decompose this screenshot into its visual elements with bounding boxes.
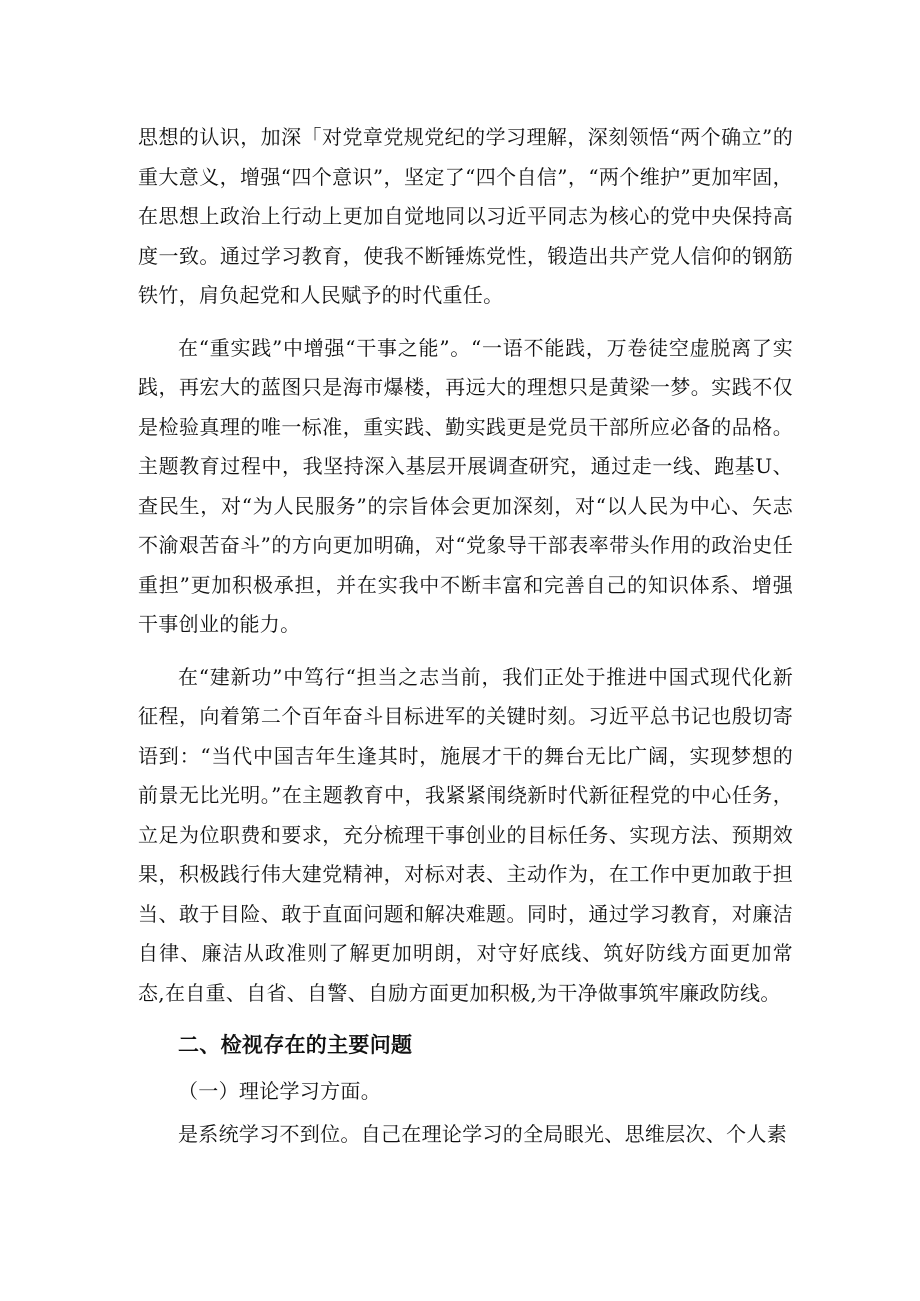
sub-heading: （一）理论学习方面。: [178, 1079, 381, 1103]
paragraph-new-achievements: 在“建新功”中笃行“担当之志当前，我们正处于推进中国式现代化新征程，向着第二个百年奋斗目标进军的关键时刻。习近平总书记也殷切寄语到：“当代中国吉年生逢其时，施展才干的舞台无比广阔，实现梦想的前景无比光明。”在主题教育中，我紧紧闱绕新时代新征程党的中心任务，立足为位职费和要求，充分梳理干事创业的目标任务、实现方法、预期效果，积极践行伟大建党精神，对标对表、主动作为，在工作中更加敢于担当、敢于目险、敢于直面问题和解决难题。同时，通过学习教育，对廉洁自律、廉洁从政准则了解更加明朗，对守好底线、筑好防线方面更加常态,在自重、自省、自警、自励方面更加积极,为干净做事筑牢廉政防线。: [138, 664, 793, 1005]
section-heading: 二、检视存在的主要问题: [178, 1033, 413, 1057]
document-body: [138, 118, 793, 1155]
paragraph-continuation: 思想的认识，加深「对党章党规党纪的学习理解，深刻领悟“两个确立”的重大意义，增强“四个意识”，坚定了“四个自信”，“两个维护”更加牢固，在思想上政治上行动上更加自觉地同以习近平同志为核心的党中央保持高度一致。通过学习教育，使我不断锤炼党性，锻造出共产党人信仰的钢筋铁竹，肩负起党和人民赋予的时代重任。: [138, 125, 793, 307]
paragraph-practice: 在“重实践”中增强“干事之能”。“一语不能践，万卷徒空虚脱离了实践，再宏大的蓝图只是海市爆楼，再远大的理想只是黄梁一梦。实践不仅是检验真理的唯一标准，重实践、勤实践更是党员干部所应必备的品格。主题教育过程中，我坚持深入基层开展调查研究，通过走一线、跑基U、查民生，对“为人民服务”的宗旨体会更加深刻，对“以人民为中心、矢志不渝艰苦奋斗”的方向更加明确，对“党象导干部表率带头作用的政治史任重担”更加积极承担，并在实我中不断丰富和完善自己的知识体系、增强干事创业的能力。: [138, 335, 793, 636]
paragraph-systematic-study: 是系统学习不到位。自己在理论学习的全局眼光、思维层次、个人素: [178, 1122, 787, 1146]
